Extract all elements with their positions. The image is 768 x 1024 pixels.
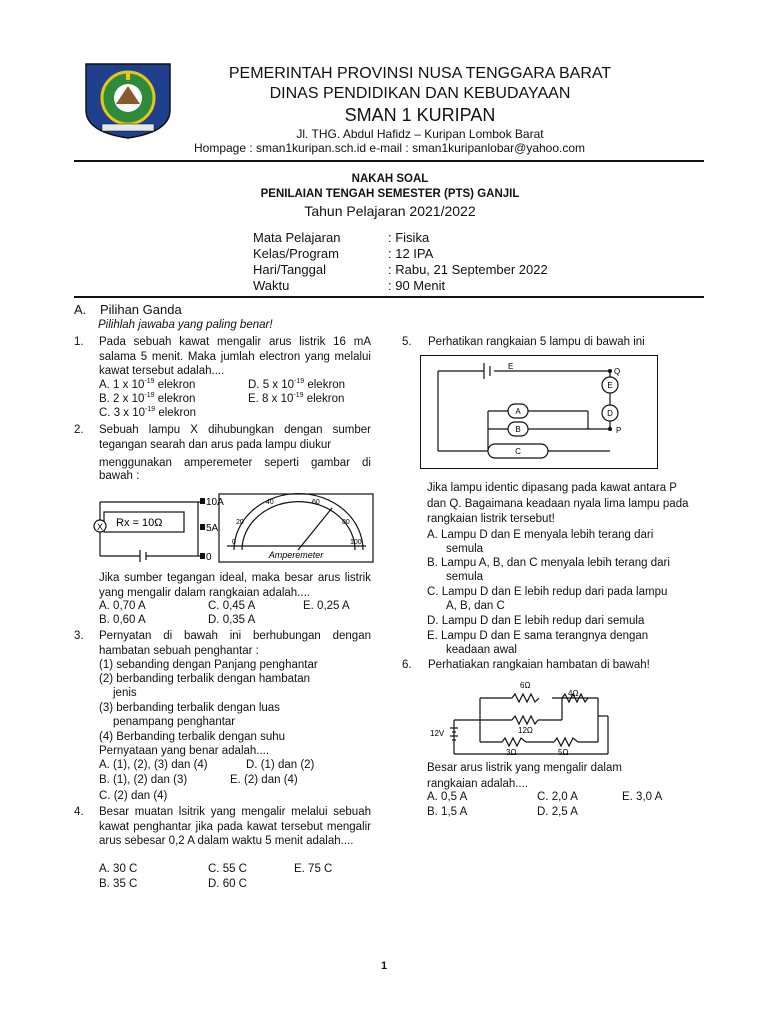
terminal-label: 0 [206, 552, 212, 563]
answer-option: A. (1), (2), (3) dan (4) [99, 759, 208, 771]
info-value: : 12 IPA [388, 246, 434, 261]
question-number: 3. [74, 630, 84, 642]
answer-option-cont: semula [446, 543, 484, 555]
resistor-label: 5Ω [558, 748, 569, 756]
node-label: Q [614, 367, 621, 376]
exam-label: NAKAH SOAL [351, 173, 429, 185]
scale-tick: 100 [350, 539, 362, 546]
source-label: 12V [430, 729, 445, 738]
info-key: Mata Pelajaran [253, 230, 341, 245]
question-text: menggunakan amperemeter seperti gambar di bawah : [99, 457, 371, 482]
resistor-circuit-diagram [422, 676, 622, 761]
question-text: Perhatikan rangkaian 5 lampu di bawah ini [428, 336, 645, 348]
question-text: Pada sebuah kawat mengalir arus listrik 16 mA salama 5 menit. Maka jumlah electron yang melalui kawat tersebut adalah.... [99, 336, 371, 377]
question-text: Perhatiakan rangkaian hambatan di bawah! [428, 659, 650, 671]
answer-option: D. 2,5 A [537, 806, 578, 818]
question-text: Besar muatan lsitrik yang mengalir melalui sebuah kawat penghantar jika pada kawat tersebut mengalir arus sebesar 0,2 A dalam waktu 5 menit adalah.... [99, 806, 371, 847]
answer-option: B. 2 x $10^{-19}$ elekron [99, 392, 196, 405]
terminal-label: 5A [206, 523, 219, 534]
school-contact: Hompage : sman1kuripan.sch.id e-mail : sman1kuripanlobar@yahoo.com [194, 141, 586, 155]
lamp-label: E [607, 381, 613, 390]
question-text: Besar arus listrik yang mengalir dalam rangkaian adalah.... [427, 762, 622, 790]
answer-option: A. 1 x $10^{-19}$ elekron [99, 378, 196, 391]
info-key: Hari/Tanggal [253, 262, 326, 277]
resistor-label: Rx = 10Ω [116, 517, 163, 529]
terminal-label: 10A [206, 497, 224, 508]
statement: (2) berbanding terbalik dengan hambatan [99, 673, 310, 685]
answer-option-cont: semula [446, 571, 484, 583]
answer-option: E. (2) dan (4) [230, 774, 298, 786]
answer-option: E. 75 C [294, 863, 333, 875]
info-divider [74, 296, 704, 298]
statement: (3) berbanding terbalik dengan luas [99, 702, 280, 714]
lamp-circuit-diagram [420, 355, 658, 474]
answer-option: A. 0,70 A [99, 600, 146, 612]
question-number: 2. [74, 424, 84, 436]
scale-tick: 80 [342, 519, 350, 526]
answer-option: C. 2,0 A [537, 791, 578, 803]
resistor-label: 4Ω [568, 689, 579, 698]
province-emblem-icon [82, 60, 174, 140]
question-text: Pernyatan di bawah ini berhubungan dengan hambatan sebuah penghantar : [99, 630, 371, 657]
answer-option: C. Lampu D dan E lebih redup dari pada lampu [427, 586, 668, 598]
header-line-2: DINAS PENDIDIKAN DAN KEBUDAYAAN [269, 85, 571, 102]
answer-option: D. (1) dan (2) [246, 759, 315, 771]
info-value: : Rabu, 21 September 2022 [388, 262, 548, 277]
statement: (1) sebanding dengan Panjang penghantar [99, 659, 318, 671]
answer-option: A. 0,5 A [427, 791, 468, 803]
resistor-label: 3Ω [506, 748, 517, 756]
school-address: Jl. THG. Abdul Hafidz – Kuripan Lombok Barat [296, 127, 544, 141]
question-number: 1. [74, 336, 84, 348]
ammeter-circuit-diagram [82, 490, 374, 573]
province-logo [82, 60, 174, 140]
answer-option: A. Lampu D dan E menyala lebih terang dari [427, 529, 654, 541]
meter-label: Amperemeter [268, 550, 324, 560]
answer-option: E. 8 x $10^{-19}$ elekron [248, 392, 345, 405]
section-letter: A. [74, 302, 87, 317]
statement: penampang penghantar [113, 716, 236, 728]
answer-option-cont: A, B, dan C [446, 600, 505, 612]
answer-option: D. 60 C [208, 878, 247, 890]
answer-option: B. 0,60 A [99, 614, 146, 626]
info-key: Waktu [253, 278, 290, 293]
resistor-label: 12Ω [518, 726, 533, 735]
question-text: Pernyataan yang benar adalah.... [99, 745, 270, 757]
question-text: Jika sumber tegangan ideal, maka besar arus listrik yang mengalir dalam rangkaian adalah.... [99, 572, 371, 599]
source-label: E [508, 362, 514, 371]
question-number: 6. [402, 659, 412, 671]
answer-option: C. 55 C [208, 863, 247, 875]
answer-option: B. (1), (2) dan (3) [99, 774, 188, 786]
node-label: P [616, 426, 622, 435]
statement: jenis [113, 687, 137, 699]
scale-tick: 40 [266, 499, 274, 506]
lamp-label: D [607, 409, 613, 418]
answer-option: E. 0,25 A [303, 600, 350, 612]
scale-tick: 60 [312, 499, 320, 506]
question-text: Jika lampu identic dipasang pada kawat antara P dan Q. Bagaimana keadaan nyala lima lampu pada rangkaian listrik tersebut! [427, 482, 689, 525]
answer-option-cont: keadaan awal [446, 644, 517, 656]
school-name: SMAN 1 KURIPAN [344, 105, 496, 125]
question-text: Sebuah lampu X dihubungkan dengan sumber tegangan searah dan arus pada lampu diukur [99, 424, 371, 451]
answer-option: D. Lampu D dan E lebih redup dari semula [427, 615, 645, 627]
exam-year: Tahun Pelajaran 2021/2022 [304, 203, 476, 219]
answer-option: C. 3 x $10^{-19}$ elekron [99, 406, 197, 419]
info-value: : 90 Menit [388, 278, 446, 293]
page-number: 1 [380, 960, 388, 972]
section-title: Pilihan Ganda [100, 302, 182, 317]
answer-option: D. 5 x $10^{-19}$ elekron [248, 378, 346, 391]
lamp-label: A [515, 407, 521, 416]
header-line-1: PEMERINTAH PROVINSI NUSA TENGGARA BARAT [228, 65, 612, 82]
header-divider [74, 160, 704, 162]
answer-option: B. 35 C [99, 878, 138, 890]
answer-option: D. 0,35 A [208, 614, 256, 626]
section-instruction: Pilihlah jawaba yang paling benar! [98, 319, 273, 331]
exam-title: PENILAIAN TENGAH SEMESTER (PTS) GANJIL [260, 188, 520, 200]
info-key: Kelas/Program [253, 246, 339, 261]
statement: (4) Berbanding terbalik dengan suhu [99, 731, 286, 743]
answer-option: C. 0,45 A [208, 600, 256, 612]
answer-option: B. 1,5 A [427, 806, 468, 818]
lamp-label: C [515, 447, 521, 456]
scale-tick: 20 [236, 519, 244, 526]
question-number: 5. [402, 336, 412, 348]
scale-tick: 0 [232, 539, 236, 546]
answer-option: E. Lampu D dan E sama terangnya dengan [427, 630, 649, 642]
lamp-label: B [515, 425, 521, 434]
answer-option: A. 30 C [99, 863, 138, 875]
question-number: 4. [74, 806, 84, 818]
answer-option: B. Lampu A, B, dan C menyala lebih terang dari [427, 557, 670, 569]
answer-option: E. 3,0 A [622, 791, 663, 803]
lamp-label: X [96, 522, 104, 532]
resistor-label: 6Ω [520, 681, 531, 690]
info-value: : Fisika [388, 230, 430, 245]
answer-option: C. (2) dan (4) [99, 790, 168, 802]
